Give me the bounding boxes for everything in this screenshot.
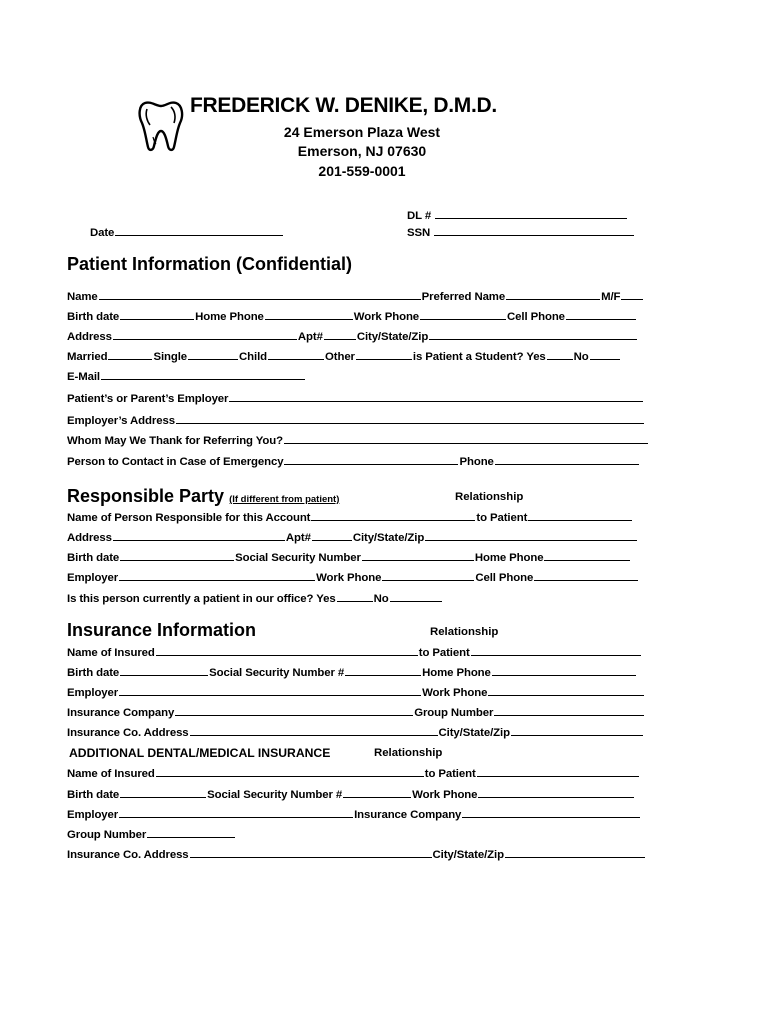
responsible-name-row[interactable]: Name of Person Responsible for this Account to Patient: [67, 511, 633, 524]
address-line1: 24 Emerson Plaza West: [283, 124, 441, 140]
patient-employer-row[interactable]: Patient’s or Parent’s Employer: [67, 392, 644, 405]
patient-email-row[interactable]: E-Mail: [67, 370, 306, 383]
responsible-relationship-label: Relationship: [455, 491, 524, 503]
responsible-employer-row[interactable]: Employer Work Phone Cell Phone: [67, 571, 639, 584]
responsible-subtitle: (If different from patient): [229, 494, 340, 505]
patient-address-row[interactable]: Address Apt# City/State/Zip: [67, 330, 638, 343]
insurance-info-title: Insurance Information: [67, 620, 257, 640]
responsible-party-title: Responsible Party (If different from patient): [67, 486, 340, 506]
additional-birth-row[interactable]: Birth date Social Security Number # Work Phone: [67, 788, 635, 801]
patient-status-row[interactable]: Married Single Child Other is Patient a Student? Yes No: [67, 350, 621, 363]
responsible-current-patient-row[interactable]: Is this person currently a patient in our office? Yes No: [67, 592, 443, 605]
additional-employer-row[interactable]: Employer Insurance Company: [67, 808, 641, 821]
additional-insured-name-row[interactable]: Name of Insured to Patient: [67, 767, 640, 780]
responsible-birth-row[interactable]: Birth date Social Security Number Home Phone: [67, 551, 631, 564]
ssn-field[interactable]: SSN: [407, 226, 635, 239]
responsible-address-row[interactable]: Address Apt# City/State/Zip: [67, 531, 638, 544]
patient-name-row[interactable]: Name Preferred Name M/F: [67, 290, 644, 303]
insurance-relationship-label: Relationship: [430, 626, 499, 638]
patient-info-title: Patient Information (Confidential): [67, 254, 352, 274]
patient-employer-address-row[interactable]: Employer’s Address: [67, 414, 645, 427]
insurance-company-row[interactable]: Insurance Company Group Number: [67, 706, 645, 719]
patient-birth-row[interactable]: Birth date Home Phone Work Phone Cell Phone: [67, 310, 637, 323]
insured-name-row[interactable]: Name of Insured to Patient: [67, 646, 642, 659]
additional-insurance-title: ADDITIONAL DENTAL/MEDICAL INSURANCE: [69, 746, 331, 760]
additional-co-address-row[interactable]: Insurance Co. Address City/State/Zip: [67, 848, 646, 861]
dl-field[interactable]: DL #: [407, 209, 628, 222]
practice-phone: 201-559-0001: [318, 163, 406, 179]
patient-emergency-row[interactable]: Person to Contact in Case of Emergency Phone: [67, 455, 640, 468]
patient-referral-row[interactable]: Whom May We Thank for Referring You?: [67, 434, 649, 447]
tooth-logo-icon: [135, 97, 185, 153]
insured-birth-row[interactable]: Birth date Social Security Number # Home Phone: [67, 666, 637, 679]
practice-name: FREDERICK W. DENIKE, D.M.D.: [190, 94, 497, 117]
date-field[interactable]: Date: [90, 226, 284, 239]
insurance-co-address-row[interactable]: Insurance Co. Address City/State/Zip: [67, 726, 644, 739]
insured-employer-row[interactable]: Employer Work Phone: [67, 686, 645, 699]
additional-relationship-label: Relationship: [374, 747, 443, 759]
additional-group-number-row[interactable]: Group Number: [67, 828, 236, 841]
address-line2: Emerson, NJ 07630: [297, 143, 427, 159]
